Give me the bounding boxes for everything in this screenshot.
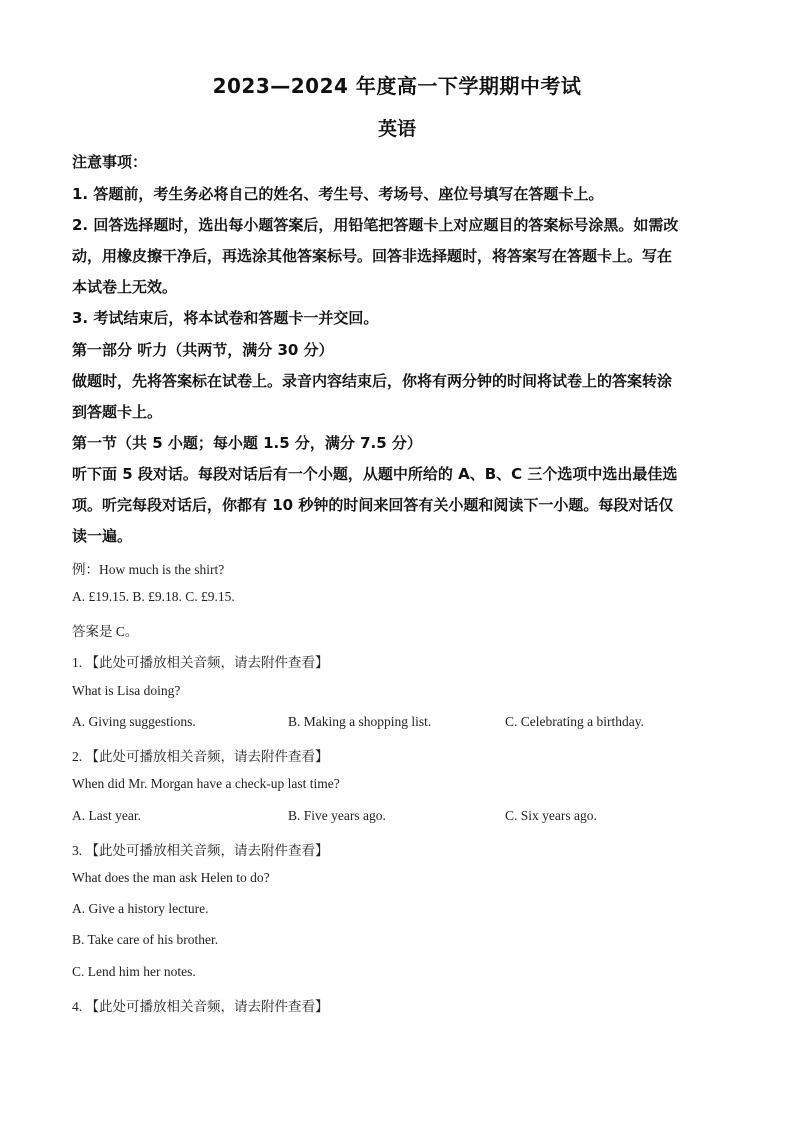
question-1-options	[72, 714, 722, 734]
question-1-option-c[interactable]: C. Celebrating a birthday.	[505, 714, 644, 729]
example-answer: 答案是 C。	[72, 624, 139, 639]
section1-instruction-line-2: 项。听完每段对话后，你都有 10 秒钟的时间来回答有关小题和阅读下一小题。每段对话仅	[72, 496, 674, 514]
question-4-audio[interactable]: 4. 【此处可播放相关音频，请去附件查看】	[72, 999, 329, 1014]
question-3-audio[interactable]: 3. 【此处可播放相关音频，请去附件查看】	[72, 843, 329, 858]
notes-item-2-line-3: 本试卷上无效。	[72, 278, 178, 296]
notes-heading: 注意事项：	[72, 153, 148, 171]
section1-instruction-line-1: 听下面 5 段对话。每段对话后有一个小题，从题中所给的 A、B、C 三个选项中选出最佳选	[72, 465, 678, 483]
notes-item-3: 3. 考试结束后，将本试卷和答题卡一并交回。	[72, 309, 379, 327]
example-options: A. £19.15. B. £9.18. C. £9.15.	[72, 589, 235, 604]
example-question: 例：How much is the shirt?	[72, 562, 225, 577]
question-1-stem: What is Lisa doing?	[72, 683, 181, 698]
part1-instruction-line-1: 做题时，先将答案标在试卷上。录音内容结束后，你将有两分钟的时间将试卷上的答案转涂	[72, 372, 673, 390]
question-3-option-a[interactable]: A. Give a history lecture.	[72, 901, 209, 916]
question-2-option-a[interactable]: A. Last year.	[72, 808, 141, 823]
question-2-option-b[interactable]: B. Five years ago.	[288, 808, 386, 823]
question-3-option-b[interactable]: B. Take care of his brother.	[72, 932, 219, 947]
question-2-option-c[interactable]: C. Six years ago.	[505, 808, 597, 823]
question-2-options	[72, 808, 722, 828]
question-1-option-a[interactable]: A. Giving suggestions.	[72, 714, 196, 729]
question-1-audio[interactable]: 1. 【此处可播放相关音频，请去附件查看】	[72, 655, 329, 670]
section1-instruction-line-3: 读一遍。	[72, 527, 133, 545]
page-title: 2023—2024 年度高一下学期期中考试	[212, 74, 582, 98]
notes-item-2-line-2: 动，用橡皮擦干净后，再选涂其他答案标号。回答非选择题时，将答案写在答题卡上。写在	[72, 247, 673, 265]
notes-item-2-line-1: 2. 回答选择题时，选出每小题答案后，用铅笔把答题卡上对应题目的答案标号涂黑。如需改	[72, 216, 679, 234]
question-2-audio[interactable]: 2. 【此处可播放相关音频，请去附件查看】	[72, 749, 329, 764]
part1-instruction-line-2: 到答题卡上。	[72, 403, 163, 421]
section1-heading: 第一节（共 5 小题；每小题 1.5 分，满分 7.5 分）	[72, 434, 422, 452]
question-2-stem: When did Mr. Morgan have a check-up last time?	[72, 776, 340, 791]
part1-heading: 第一部分 听力（共两节，满分 30 分）	[72, 341, 334, 359]
subject-title: 英语	[377, 118, 416, 140]
notes-item-1: 1. 答题前，考生务必将自己的姓名、考生号、考场号、座位号填写在答题卡上。	[72, 185, 604, 203]
question-3-stem: What does the man ask Helen to do?	[72, 870, 270, 885]
question-3-option-c[interactable]: C. Lend him her notes.	[72, 964, 196, 979]
question-1-option-b[interactable]: B. Making a shopping list.	[288, 714, 432, 729]
